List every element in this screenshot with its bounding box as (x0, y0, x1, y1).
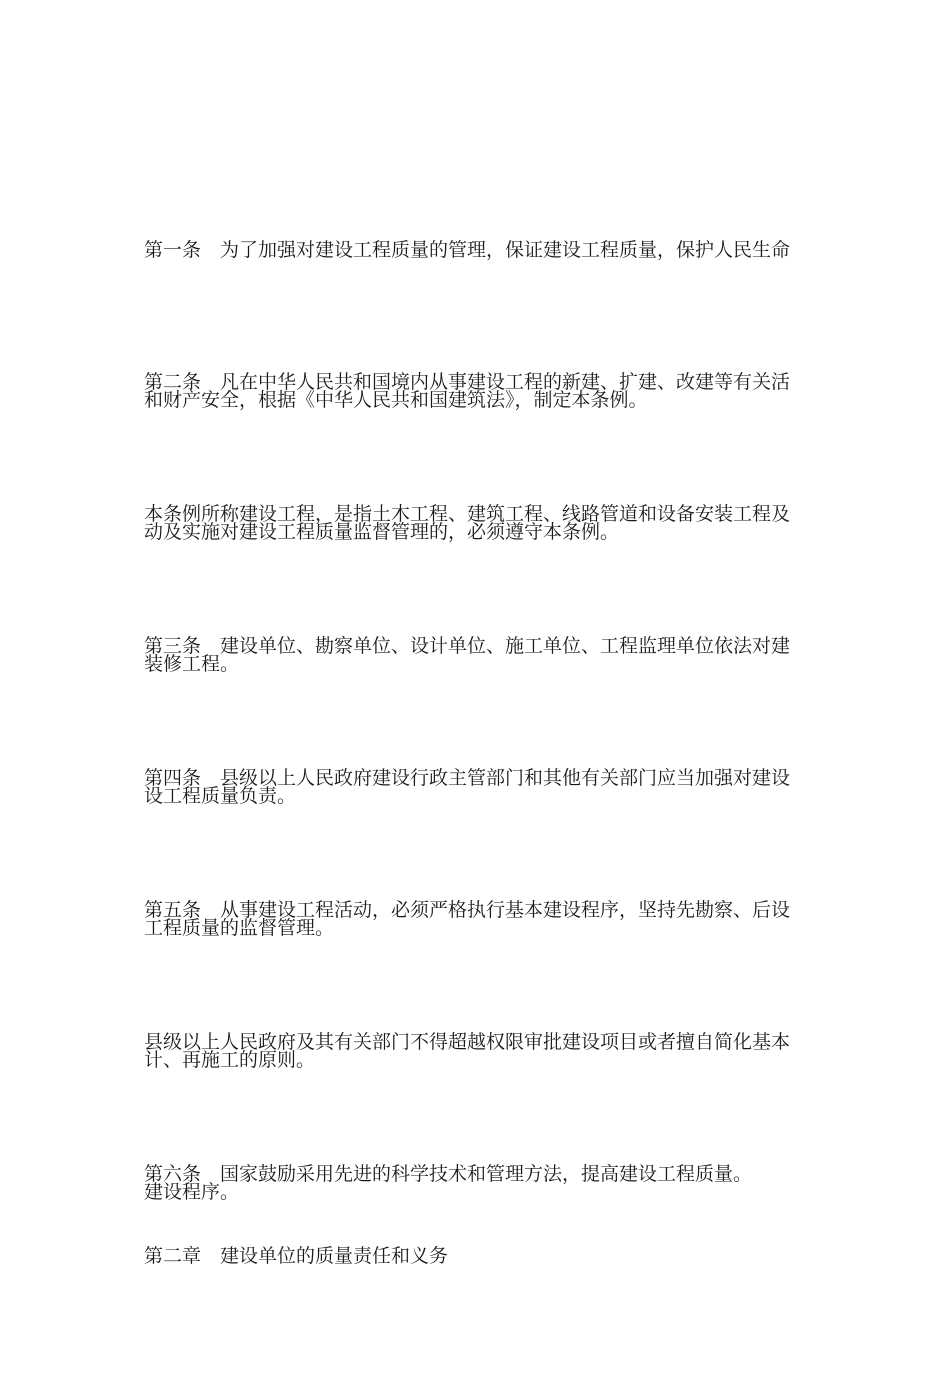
text-line: 第五条 从事建设工程活动，必须严格执行基本建设程序，坚持先勘察、后设 (144, 899, 791, 921)
text-line: 设工程质量负责。 (144, 785, 297, 807)
text-line: 第二章 建设单位的质量责任和义务 (144, 1245, 449, 1267)
text-line: 第二条 凡在中华人民共和国境内从事建设工程的新建、扩建、改建等有关活 (144, 371, 791, 393)
text-line: 工程质量的监督管理。 (144, 917, 335, 939)
text-line: 动及实施对建设工程质量监督管理的，必须遵守本条例。 (144, 521, 620, 543)
text-line: 第四条 县级以上人民政府建设行政主管部门和其他有关部门应当加强对建设 (144, 767, 791, 789)
text-line: 本条例所称建设工程，是指土木工程、建筑工程、线路管道和设备安装工程及 (144, 503, 791, 525)
text-line: 和财产安全，根据《中华人民共和国建筑法》，制定本条例。 (144, 389, 648, 411)
text-line: 建设程序。 (144, 1181, 240, 1203)
text-line: 第一条 为了加强对建设工程质量的管理，保证建设工程质量，保护人民生命 (144, 239, 791, 261)
text-line: 县级以上人民政府及其有关部门不得超越权限审批建设项目或者擅自简化基本 (144, 1031, 791, 1053)
text-line: 第三条 建设单位、勘察单位、设计单位、施工单位、工程监理单位依法对建 (144, 635, 791, 657)
text-line: 第六条 国家鼓励采用先进的科学技术和管理方法，提高建设工程质量。 (144, 1163, 753, 1185)
text-line: 计、再施工的原则。 (144, 1049, 316, 1071)
text-line: 装修工程。 (144, 653, 240, 675)
